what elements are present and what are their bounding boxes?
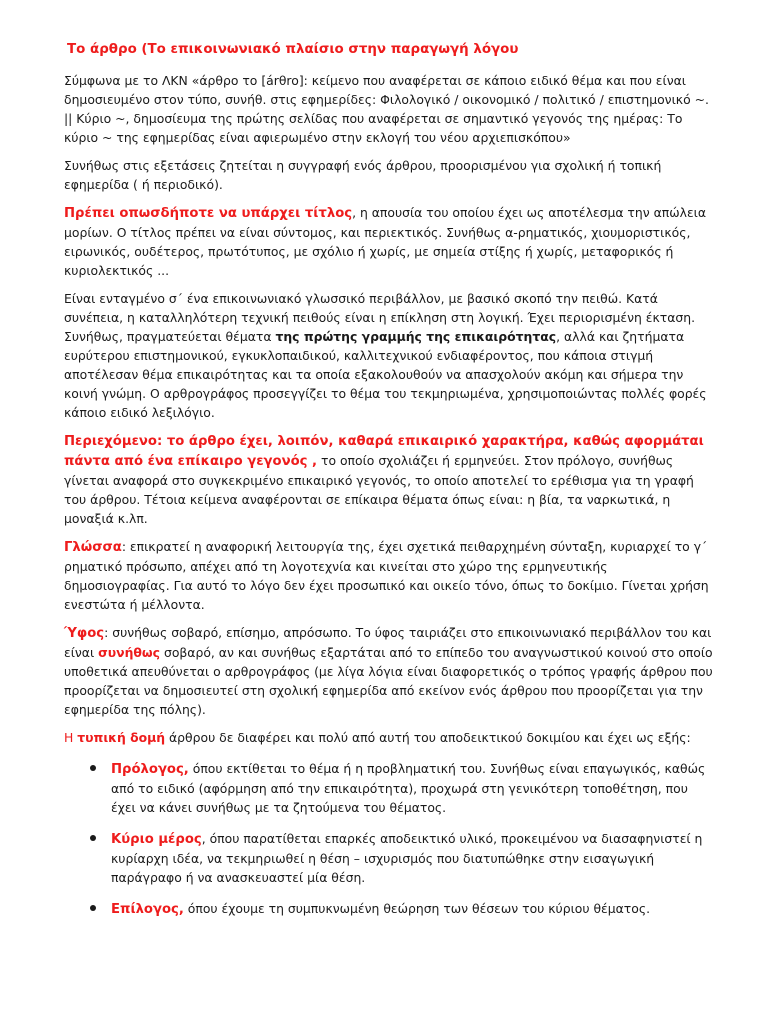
- paragraph-structure: [64, 728, 716, 747]
- structure-heading: τυπική δομή: [77, 730, 166, 745]
- style-heading: Ύφος: [64, 626, 105, 641]
- title-rule-text: , η απουσία του οποίου έχει ως αποτέλεσμα την απώλεια μορίων. Ο τίτλος πρέπει να είναι σύντομος, και περιεκτικός. Συνήθως α-ρηματικός, χιουμοριστικός, ειρωνικός, ουδέτερος, πρωτότυπος, με σχόλιο ή χωρίς, με σημεία στίξης ή χωρίς, μεταφορικός ή κυριολεκτικός ...: [64, 205, 707, 278]
- exams-text: Συνήθως στις εξετάσεις ζητείται η συγγραφή ενός άρθρου, προορισμένου για σχολική ή τοπική εφημερίδα ( ή περιοδικό).: [64, 158, 662, 192]
- content-text: το οποίο σχολιάζει ή ερμηνεύει. Στον πρόλογο, συνήθως γίνεται αναφορά στο συγκεκριμένο επικαιρικό γεγονός, το οποίο αποτελεί το ερέθισμα για τη γραφή του άρθρου. Τέτοια κείμενα αναφέρονται σε επίκαιρα θέματα όπως είναι: η βία, τα ναρκωτικά, η μοναξιά κ.λπ.: [64, 453, 694, 526]
- main-body-text: , όπου παρατίθεται επαρκές αποδεικτικό υλικό, προκειμένου να διασαφηνιστεί η κυρίαρχη ιδέα, να τεκμηριωθεί η θέση – ισχυρισμός που διατυπώθηκε στην εισαγωγική παράγραφο ή να ανασκευαστεί μία θέση.: [111, 831, 703, 885]
- paragraph-language: [64, 537, 716, 614]
- context-text-2: , αλλά και ζητήματα ευρύτερου επιστημονικού, εγκυκλοπαιδικού, καλλιτεχνικού ενδιαφέροντος, που κάποια στιγμή αποτέλεσαν θέμα επικαιρότητας και τα οποία εξακολουθούν να απασχολούν ακόμη και σήμερα την κοινή γνώμη. Ο αρθρογράφος προσεγγίζει το θέμα του τεκμηριωμένα, χρησιμοποιώντας πολλές φορές κάποιο ειδικό λεξιλόγιο.: [64, 329, 707, 420]
- context-text-1: Είναι ενταγμένο σ΄ ένα επικοινωνιακό γλωσσικό περιβάλλον, με βασικό σκοπό την πειθώ. Κατά συνέπεια, η καταλληλότερη τεχνική πειθούς είναι η επίκληση στη λογική. Έχει περιορισμένη έκταση. Συνήθως, πραγματεύεται θέματα: [64, 291, 696, 344]
- main-body-heading: Κύριο μέρος: [111, 832, 202, 847]
- paragraph-content: [64, 431, 716, 528]
- structure-list: [64, 759, 716, 919]
- style-text-1: : συνήθως σοβαρό, επίσημο, απρόσωπο. Το ύφος ταιριάζει στο επικοινωνιακό περιβάλλον του και είναι: [64, 625, 712, 660]
- paragraph-exams: [64, 156, 716, 194]
- bullet-icon: [90, 835, 96, 841]
- language-heading: Γλώσσα: [64, 540, 122, 555]
- list-item-epilogue: [64, 899, 716, 919]
- paragraph-title-rule: [64, 203, 716, 280]
- list-item-prologue: [64, 759, 716, 817]
- title-rule-heading: Πρέπει οπωσδήποτε να υπάρχει τίτλος: [64, 206, 353, 221]
- language-text: : επικρατεί η αναφορική λειτουργία της, έχει σχετικά πειθαρχημένη σύνταξη, κυριαρχεί το γ΄ ρηματικό πρόσωπο, απέχει από τη λογοτεχνία και κινείται στο χώρο της ερμηνευτικής δημοσιογραφίας. Για αυτό το λόγο δεν έχει προσωπικό και οικείο τόνο, όπως το δοκίμιο. Γίνεται χρήση ενεστώτα ή μέλλοντα.: [64, 539, 709, 612]
- style-text-2: σοβαρό, αν και συνήθως εξαρτάται από το επίπεδο του αναγνωστικού κοινού στο οποίο υποθετικά απευθύνεται ο αρθρογράφος (με λίγα λόγια είναι διαφορετικός ο τρόπος γραφής άρθρου που προορίζεται να δημοσιευτεί στη σχολική εφημερίδα από εκείνον ενός άρθρου που προορίζεται για την εφημερίδα της πόλης).: [64, 645, 713, 717]
- structure-article: Η: [64, 730, 78, 745]
- paragraph-context: [64, 289, 716, 422]
- style-red-word: συνήθως: [98, 645, 161, 660]
- context-bold: της πρώτης γραμμής της επικαιρότητας: [275, 329, 557, 344]
- epilogue-heading: Επίλογος,: [111, 902, 184, 917]
- document-title: Το άρθρο (Το επικοινωνιακό πλαίσιο στην παραγωγή λόγου: [67, 42, 519, 57]
- bullet-icon: [90, 765, 96, 771]
- content-heading: Περιεχόμενο: το άρθρο έχει, λοιπόν, καθαρά επικαιρικό χαρακτήρα, καθώς αφορμάται πάντα από ένα επίκαιρο γεγονός ,: [64, 434, 704, 469]
- paragraph-definition: [64, 71, 716, 147]
- bullet-icon: [90, 905, 96, 911]
- paragraph-style: [64, 623, 716, 719]
- epilogue-text: όπου έχουμε τη συμπυκνωμένη θεώρηση των θέσεων του κύριου θέματος.: [183, 901, 651, 916]
- prologue-text: όπου εκτίθεται το θέμα ή η προβληματική του. Συνήθως είναι επαγωγικός, καθώς από το ειδικό (αφόρμηση από την επικαιρότητα), προχωρά στη γενικότερη τοποθέτηση, που έχει να κάνει συνήθως με τα ζητούμενα του θέματος.: [111, 761, 706, 815]
- structure-text: άρθρου δε διαφέρει και πολύ από αυτή του αποδεικτικού δοκιμίου και έχει ως εξής:: [165, 730, 691, 745]
- definition-text: Σύμφωνα με το ΛΚΝ «άρθρο το [árθro]: κείμενο που αναφέρεται σε κάποιο ειδικό θέμα και που είναι δημοσιευμένο στον τύπο, συνήθ. στις εφημερίδες: Φιλολογικό / οικονομικό / πολιτικό / επιστημονικό ~. || Κύριο ~, δημοσίευμα της πρώτης σελίδας που αναφέρεται σε σημαντικό γεγονός της ημέρας: Το κύριο ~ της εφημερίδας είναι αφιερωμένο στην εκλογή του νέου αρχιεπισκόπου»: [64, 73, 709, 145]
- list-item-main-body: [64, 829, 716, 887]
- prologue-heading: Πρόλογος,: [111, 762, 189, 777]
